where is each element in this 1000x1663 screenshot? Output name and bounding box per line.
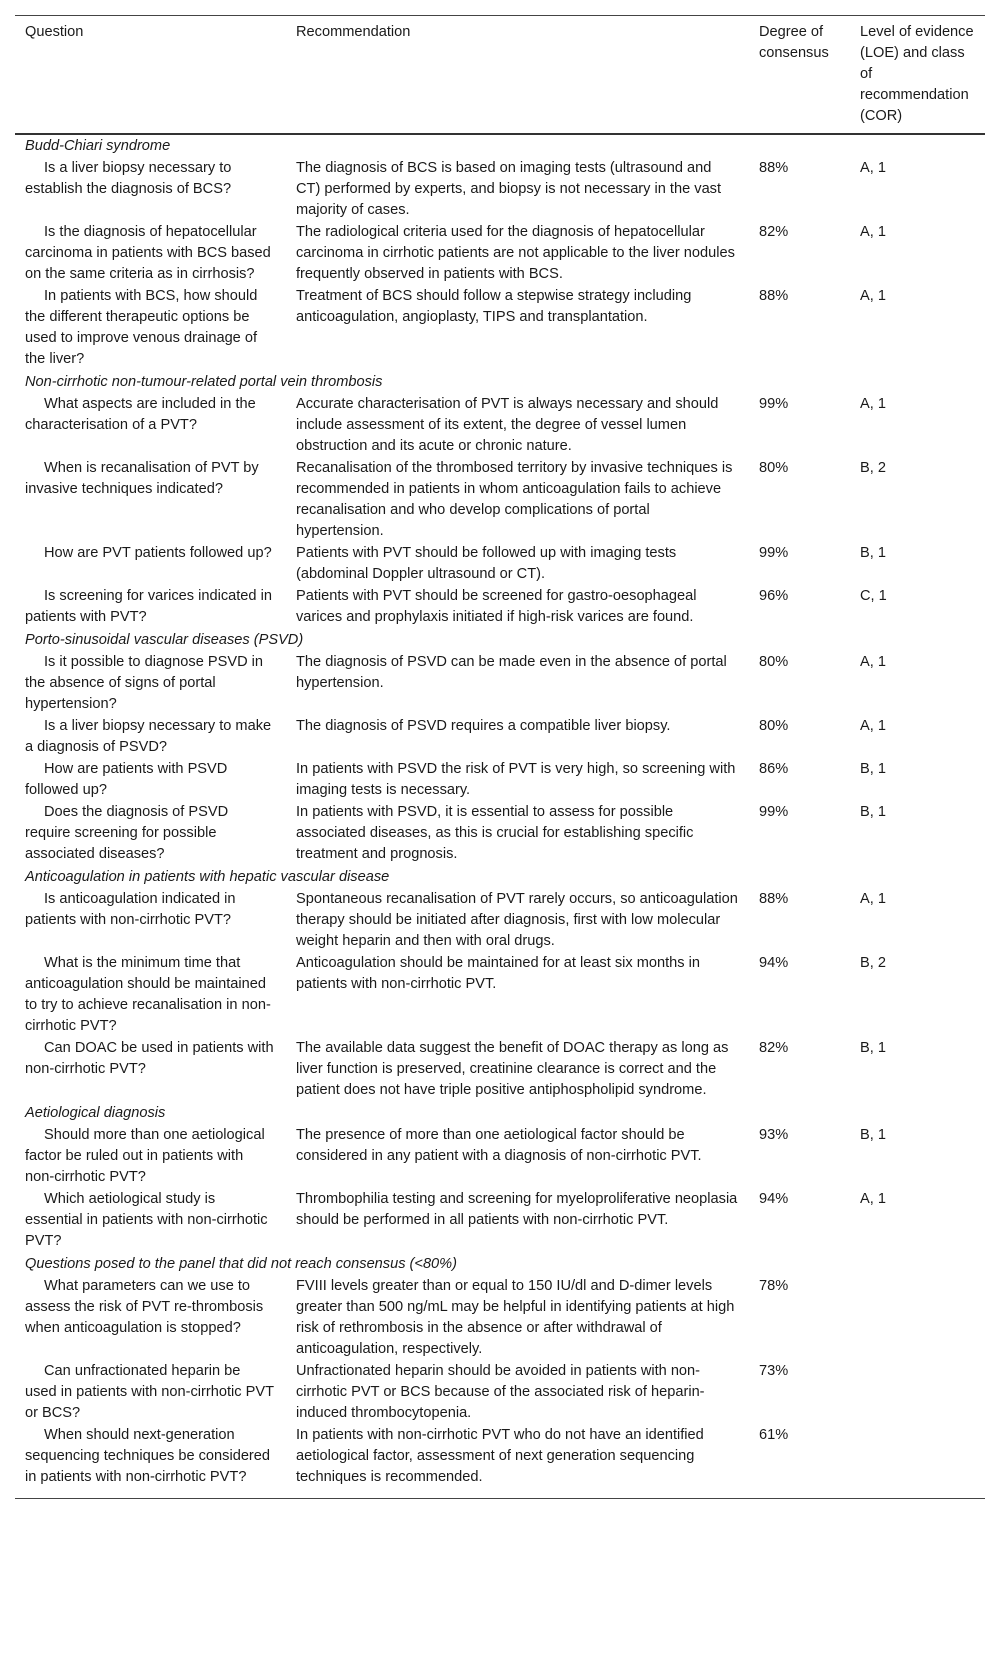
evidence-cell: B, 1: [860, 1127, 886, 1143]
question-cell: Is anticoagulation indicated in patients with non-cirrhotic PVT?: [25, 891, 236, 928]
table-row: [15, 458, 985, 543]
consensus-cell: 82%: [759, 1040, 789, 1056]
evidence-cell: A, 1: [860, 160, 886, 176]
question-cell: Is it possible to diagnose PSVD in the absence of signs of portal hypertension?: [25, 654, 264, 712]
section-title: Non-cirrhotic non-tumour-related portal vein thrombosis: [25, 374, 383, 390]
recommendation-cell: The diagnosis of PSVD can be made even in the absence of portal hypertension.: [296, 654, 727, 691]
evidence-cell: B, 1: [860, 1040, 886, 1056]
evidence-cell: A, 1: [860, 288, 886, 304]
section-title: Budd-Chiari syndrome: [25, 138, 171, 154]
evidence-cell: A, 1: [860, 654, 886, 670]
recommendation-cell: The diagnosis of BCS is based on imaging tests (ultrasound and CT) performed by experts, and biopsy is not necessary in the vast majority of cases.: [296, 160, 722, 218]
table-row: [15, 759, 985, 802]
header-question: Question: [25, 24, 84, 40]
question-cell: Can unfractionated heparin be used in patients with non-cirrhotic PVT or BCS?: [25, 1363, 274, 1421]
section-heading-row: [15, 629, 985, 652]
evidence-cell: B, 1: [860, 804, 886, 820]
evidence-cell: A, 1: [860, 396, 886, 412]
consensus-cell: 99%: [759, 804, 789, 820]
table-row: [15, 286, 985, 371]
evidence-cell: [850, 1361, 985, 1425]
recommendation-cell: The presence of more than one aetiological factor should be considered in any patient with a diagnosis of non-cirrhotic PVT.: [296, 1127, 702, 1164]
table-row: [15, 1189, 985, 1253]
table-row: [15, 802, 985, 866]
question-cell: When should next-generation sequencing techniques be considered in patients with non-cirrhotic PVT?: [25, 1427, 271, 1485]
evidence-cell: B, 1: [860, 761, 886, 777]
table-row: [15, 586, 985, 629]
table-row: [15, 652, 985, 716]
table-row: [15, 716, 985, 759]
section-heading-row: [15, 1102, 985, 1125]
evidence-cell: [850, 1425, 985, 1499]
table-row: [15, 953, 985, 1038]
question-cell: How are patients with PSVD followed up?: [25, 761, 228, 798]
question-cell: What parameters can we use to assess the risk of PVT re-thrombosis when anticoagulation is stopped?: [25, 1278, 264, 1336]
recommendation-cell: Treatment of BCS should follow a stepwise strategy including anticoagulation, angioplasty, TIPS and transplantation.: [296, 288, 692, 325]
header-recommendation: Recommendation: [296, 24, 411, 40]
recommendation-cell: Spontaneous recanalisation of PVT rarely occurs, so anticoagulation therapy should be initiated after diagnosis, first with low molecular weight heparin and then with oral drugs.: [296, 891, 738, 949]
recommendation-cell: Accurate characterisation of PVT is always necessary and should include assessment of its extent, the degree of vessel lumen obstruction and its acute or chronic nature.: [296, 396, 719, 454]
consensus-cell: 61%: [759, 1427, 789, 1443]
consensus-cell: 80%: [759, 718, 789, 734]
question-cell: Is a liver biopsy necessary to make a diagnosis of PSVD?: [25, 718, 272, 755]
recommendation-cell: Anticoagulation should be maintained for at least six months in patients with non-cirrhotic PVT.: [296, 955, 701, 992]
recommendation-cell: The available data suggest the benefit of DOAC therapy as long as liver function is preserved, creatinine clearance is correct and the patient does not have triple positive antiphospholipid syndrome.: [296, 1040, 729, 1098]
evidence-cell: A, 1: [860, 1191, 886, 1207]
consensus-cell: 80%: [759, 460, 789, 476]
evidence-cell: C, 1: [860, 588, 887, 604]
recommendation-cell: Unfractionated heparin should be avoided in patients with non-cirrhotic PVT or BCS because of the associated risk of heparin-induced thrombocytopenia.: [296, 1363, 705, 1421]
question-cell: What is the minimum time that anticoagulation should be maintained to try to achieve recanalisation in non-cirrhotic PVT?: [25, 955, 271, 1034]
question-cell: What aspects are included in the characterisation of a PVT?: [25, 396, 256, 433]
consensus-cell: 88%: [759, 891, 789, 907]
consensus-cell: 99%: [759, 396, 789, 412]
consensus-cell: 82%: [759, 224, 789, 240]
consensus-cell: 94%: [759, 955, 789, 971]
consensus-cell: 73%: [759, 1363, 789, 1379]
recommendation-cell: The radiological criteria used for the diagnosis of hepatocellular carcinoma in cirrhotic patients are not applicable to the liver nodules frequently observed in patients with BCS.: [296, 224, 735, 282]
table-row: [15, 222, 985, 286]
table-row: [15, 1125, 985, 1189]
table-row: [15, 1425, 985, 1499]
consensus-cell: 99%: [759, 545, 789, 561]
recommendation-cell: In patients with PSVD the risk of PVT is very high, so screening with imaging tests is necessary.: [296, 761, 736, 798]
section-heading-row: [15, 866, 985, 889]
table-row: [15, 543, 985, 586]
table-row: [15, 394, 985, 458]
section-heading-row: [15, 1253, 985, 1276]
recommendation-cell: In patients with PSVD, it is essential to assess for possible associated diseases, as this is crucial for establishing specific treatment and prognosis.: [296, 804, 694, 862]
question-cell: Can DOAC be used in patients with non-cirrhotic PVT?: [25, 1040, 274, 1077]
question-cell: Is screening for varices indicated in patients with PVT?: [25, 588, 272, 625]
recommendation-cell: Thrombophilia testing and screening for myeloproliferative neoplasia should be performed in all patients with non-cirrhotic PVT.: [296, 1191, 738, 1228]
consensus-cell: 96%: [759, 588, 789, 604]
table-header-row: [15, 16, 985, 135]
consensus-cell: 78%: [759, 1278, 789, 1294]
table-row: [15, 1361, 985, 1425]
question-cell: How are PVT patients followed up?: [44, 545, 272, 561]
recommendation-cell: The diagnosis of PSVD requires a compatible liver biopsy.: [296, 718, 671, 734]
header-consensus: Degree of consensus: [759, 24, 829, 61]
recommendation-cell: FVIII levels greater than or equal to 150 IU/dl and D-dimer levels greater than 500 ng/mL may be helpful in identifying patients at high risk of rethrombosis in the absence or after withdrawal of anticoagulation, respectively.: [296, 1278, 735, 1357]
consensus-cell: 88%: [759, 288, 789, 304]
consensus-cell: 80%: [759, 654, 789, 670]
evidence-cell: A, 1: [860, 718, 886, 734]
question-cell: Does the diagnosis of PSVD require screening for possible associated diseases?: [25, 804, 229, 862]
consensus-cell: 86%: [759, 761, 789, 777]
question-cell: When is recanalisation of PVT by invasive techniques indicated?: [25, 460, 259, 497]
table-bottom-rule: [15, 1499, 985, 1501]
section-heading-row: [15, 371, 985, 394]
section-title: Aetiological diagnosis: [25, 1105, 166, 1121]
table-row: [15, 1038, 985, 1102]
recommendation-cell: Patients with PVT should be followed up with imaging tests (abdominal Doppler ultrasound or CT).: [296, 545, 677, 582]
consensus-cell: 93%: [759, 1127, 789, 1143]
question-cell: Is the diagnosis of hepatocellular carcinoma in patients with BCS based on the same criteria as in cirrhosis?: [25, 224, 271, 282]
table-row: [15, 158, 985, 222]
evidence-cell: B, 2: [860, 460, 886, 476]
question-cell: In patients with BCS, how should the different therapeutic options be used to improve venous drainage of the liver?: [25, 288, 258, 367]
table-body: [15, 134, 985, 1499]
section-title: Anticoagulation in patients with hepatic vascular disease: [25, 869, 390, 885]
header-evidence: Level of evidence (LOE) and class of recommendation (COR): [860, 24, 974, 124]
recommendation-cell: Recanalisation of the thrombosed territory by invasive techniques is recommended in patients in whom anticoagulation fails to achieve recanalisation and who develop complications of portal hypertension.: [296, 460, 733, 539]
evidence-cell: B, 1: [860, 545, 886, 561]
evidence-cell: A, 1: [860, 224, 886, 240]
table-row: [15, 1276, 985, 1361]
table-row: [15, 889, 985, 953]
question-cell: Which aetiological study is essential in patients with non-cirrhotic PVT?: [25, 1191, 268, 1249]
recommendation-cell: In patients with non-cirrhotic PVT who do not have an identified aetiological factor, assessment of next generation sequencing techniques is recommended.: [296, 1427, 704, 1485]
recommendations-table: [15, 15, 985, 1500]
consensus-cell: 88%: [759, 160, 789, 176]
evidence-cell: A, 1: [860, 891, 886, 907]
recommendation-cell: Patients with PVT should be screened for gastro-oesophageal varices and prophylaxis initiated if high-risk varices are found.: [296, 588, 697, 625]
consensus-cell: 94%: [759, 1191, 789, 1207]
question-cell: Is a liver biopsy necessary to establish the diagnosis of BCS?: [25, 160, 232, 197]
section-heading-row: [15, 134, 985, 158]
section-title: Porto-sinusoidal vascular diseases (PSVD): [25, 632, 304, 648]
evidence-cell: B, 2: [860, 955, 886, 971]
section-title: Questions posed to the panel that did not reach consensus (<80%): [25, 1256, 458, 1272]
evidence-cell: [850, 1276, 985, 1361]
question-cell: Should more than one aetiological factor be ruled out in patients with non-cirrhotic PVT?: [25, 1127, 265, 1185]
